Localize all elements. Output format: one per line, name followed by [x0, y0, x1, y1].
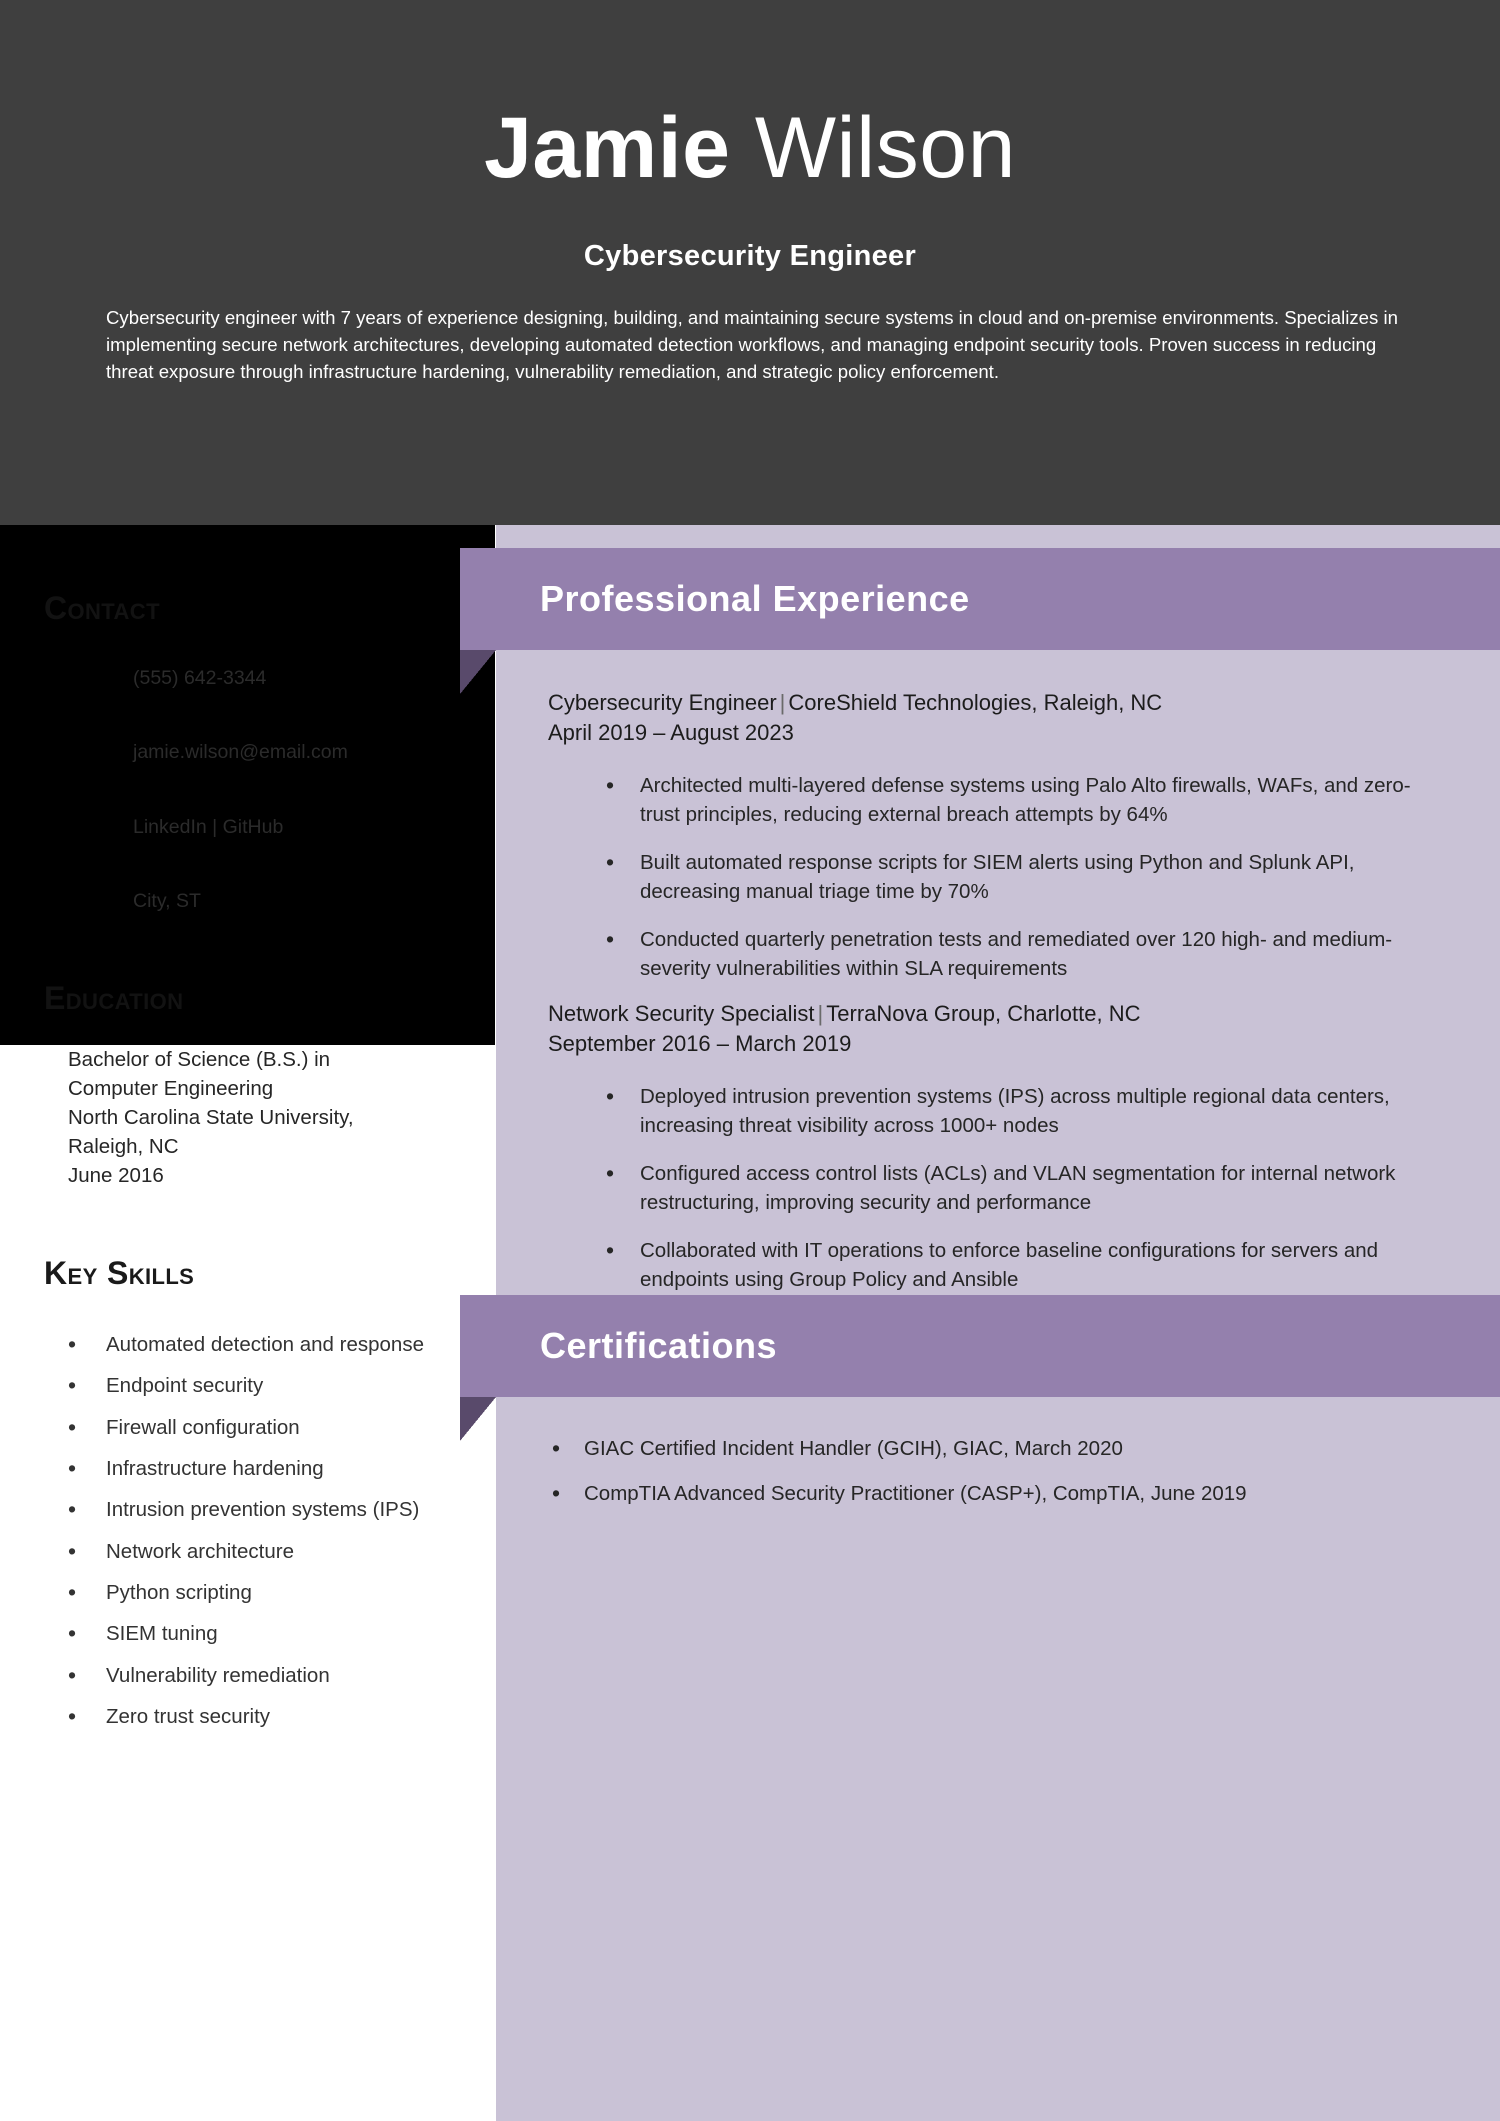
job-header — [548, 688, 1448, 718]
certifications-list — [548, 1434, 1448, 1524]
contact-email[interactable]: jamie.wilson@email.com — [133, 741, 348, 763]
key-skill-item: • Endpoint security — [62, 1371, 482, 1400]
certifications-banner-fold-icon — [460, 1397, 496, 1441]
job-separator: | — [817, 1001, 824, 1026]
certifications-section-banner — [460, 1295, 1500, 1397]
experience-banner-label: Professional Experience — [540, 578, 970, 619]
job-role: Cybersecurity Engineer — [548, 690, 777, 715]
job-company: TerraNova Group, Charlotte, NC — [826, 1001, 1141, 1026]
job-bullet-item: • Configured access control lists (ACLs) and VLAN segmentation for internal network restructuring, improving security and performance — [548, 1159, 1448, 1217]
job-bullet-item: • Built automated response scripts for SIEM alerts using Python and Splunk API, decreasing manual triage time by 70% — [548, 848, 1448, 906]
candidate-job-title: Cybersecurity Engineer — [583, 240, 917, 272]
key-skill-item: • Automated detection and response — [62, 1330, 482, 1359]
job-bullet-list — [548, 1082, 1448, 1295]
key-skill-item: • Infrastructure hardening — [62, 1454, 482, 1483]
key-skill-item: • Network architecture — [62, 1537, 482, 1566]
first-name: Jamie — [484, 100, 731, 196]
resume-header-banner — [0, 0, 1500, 525]
education-entry — [68, 1045, 488, 1191]
education-school: North Carolina State University, — [68, 1106, 354, 1130]
key-skill-item: • Intrusion prevention systems (IPS) — [62, 1495, 482, 1524]
job-bullet-list — [548, 771, 1448, 984]
experience-section-banner — [460, 548, 1500, 650]
key-skill-item: • SIEM tuning — [62, 1619, 482, 1648]
education-section-heading: Education — [44, 980, 184, 1016]
experience-job-entry — [548, 999, 1448, 1313]
job-header — [548, 999, 1448, 1029]
contact-location: City, ST — [133, 890, 201, 912]
job-dates: September 2016 – March 2019 — [548, 1031, 852, 1057]
key-skill-item: • Zero trust security — [62, 1702, 482, 1731]
key-skill-item: • Firewall configuration — [62, 1413, 482, 1442]
education-date: June 2016 — [68, 1164, 164, 1188]
job-separator: | — [779, 690, 786, 715]
experience-banner-fold-icon — [460, 650, 496, 694]
professional-summary: Cybersecurity engineer with 7 years of experience designing, building, and maintaining secure systems in cloud and on-premise environments. Specializes in implementing secure network architectures, developing automated detection workflows, and managing endpoint security tools. Proven success in reducing threat exposure through infrastructure hardening, vulnerability remediation, and strategic policy enforcement. — [106, 307, 1398, 382]
contact-social-links[interactable]: LinkedIn | GitHub — [133, 816, 284, 838]
key-skills-list — [62, 1330, 482, 1743]
education-degree-line-2: Computer Engineering — [68, 1077, 274, 1101]
certification-item: • GIAC Certified Incident Handler (GCIH), GIAC, March 2020 — [548, 1434, 1448, 1463]
contact-section-heading: Contact — [44, 590, 160, 626]
key-skill-item: • Vulnerability remediation — [62, 1661, 482, 1690]
certifications-banner-label: Certifications — [540, 1325, 778, 1366]
job-company: CoreShield Technologies, Raleigh, NC — [788, 690, 1163, 715]
job-dates: April 2019 – August 2023 — [548, 720, 794, 746]
sidebar-column — [0, 525, 495, 2121]
key-skill-item: • Python scripting — [62, 1578, 482, 1607]
job-bullet-item: • Architected multi-layered defense systems using Palo Alto firewalls, WAFs, and zero-trust principles, reducing external breach attempts by 64% — [548, 771, 1448, 829]
job-role: Network Security Specialist — [548, 1001, 815, 1026]
education-degree-line-1: Bachelor of Science (B.S.) in — [68, 1048, 331, 1071]
key-skills-section-heading: Key Skills — [44, 1255, 195, 1291]
last-name: Wilson — [754, 100, 1016, 196]
candidate-name — [0, 100, 1500, 196]
job-bullet-item: • Conducted quarterly penetration tests and remediated over 120 high- and medium-severity vulnerabilities within SLA requirements — [548, 925, 1448, 983]
experience-job-entry — [548, 688, 1448, 1002]
job-bullet-item: • Deployed intrusion prevention systems (IPS) across multiple regional data centers, increasing threat visibility across 1000+ nodes — [548, 1082, 1448, 1140]
contact-phone[interactable]: (555) 642-3344 — [133, 667, 267, 689]
education-school-location: Raleigh, NC — [68, 1135, 179, 1159]
job-bullet-item: • Collaborated with IT operations to enforce baseline configurations for servers and endpoints using Group Policy and Ansible — [548, 1236, 1448, 1294]
certification-item: • CompTIA Advanced Security Practitioner (CASP+), CompTIA, June 2019 — [548, 1479, 1448, 1508]
